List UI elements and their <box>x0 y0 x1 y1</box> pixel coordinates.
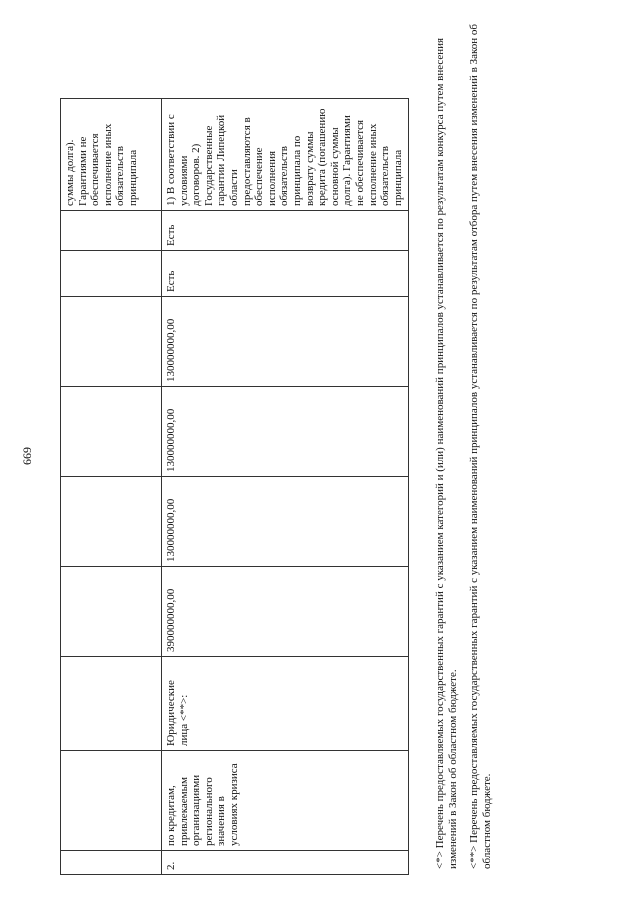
cell-year1 <box>61 477 162 567</box>
footnote-2: <**> Перечень предоставляемых государственных гарантий с указанием наименований принципалов устанавливается по результатам отбора путем внесения изменений в Закон об областном бюджете. <box>468 24 493 869</box>
cell-analysis <box>61 211 162 251</box>
cell-year2 <box>61 387 162 477</box>
cell-purpose: по кредитам, привлекаемым организациями регионального значения в условиях кризиса <box>162 751 409 851</box>
cell-year1: 130000000,00 <box>162 477 409 567</box>
cell-regress: Есть <box>162 251 409 297</box>
cell-conditions: суммы долга). Гарантиями не обеспечивается исполнение иных обязательств принципала <box>61 99 162 211</box>
cell-regress <box>61 251 162 297</box>
cell-total <box>61 567 162 657</box>
table-row-2 <box>162 99 409 875</box>
cell-category: Юридические лица <**>: <box>162 657 409 751</box>
guarantees-table <box>60 98 409 875</box>
cell-year3: 130000000,00 <box>162 297 409 387</box>
cell-year2: 130000000,00 <box>162 387 409 477</box>
page-number: 669 <box>20 447 34 465</box>
footnote-1: <*> Перечень предоставляемых государственных гарантий с указанием категорий и (или) наименований принципалов устанавливается по результатам конкурса путем внесения изменений в Закон об областном бюджете. <box>434 37 459 869</box>
cell-analysis: Есть <box>162 211 409 251</box>
footnotes <box>434 19 502 869</box>
cell-category <box>61 657 162 751</box>
cell-year3 <box>61 297 162 387</box>
cell-num <box>61 851 162 875</box>
cell-num: 2. <box>162 851 409 875</box>
table-row-previous <box>61 99 162 875</box>
cell-purpose <box>61 751 162 851</box>
cell-conditions: 1) В соответствии с условиями договоров. 2) Государственные гарантии Липецкой области предоставляются в обеспечение исполнения обязательств принципала по возврату суммы кредита (погашению основной суммы долга). Гарантиями не обеспечивается исполнение иных обязательств принципала <box>162 99 409 211</box>
cell-total: 390000000,00 <box>162 567 409 657</box>
